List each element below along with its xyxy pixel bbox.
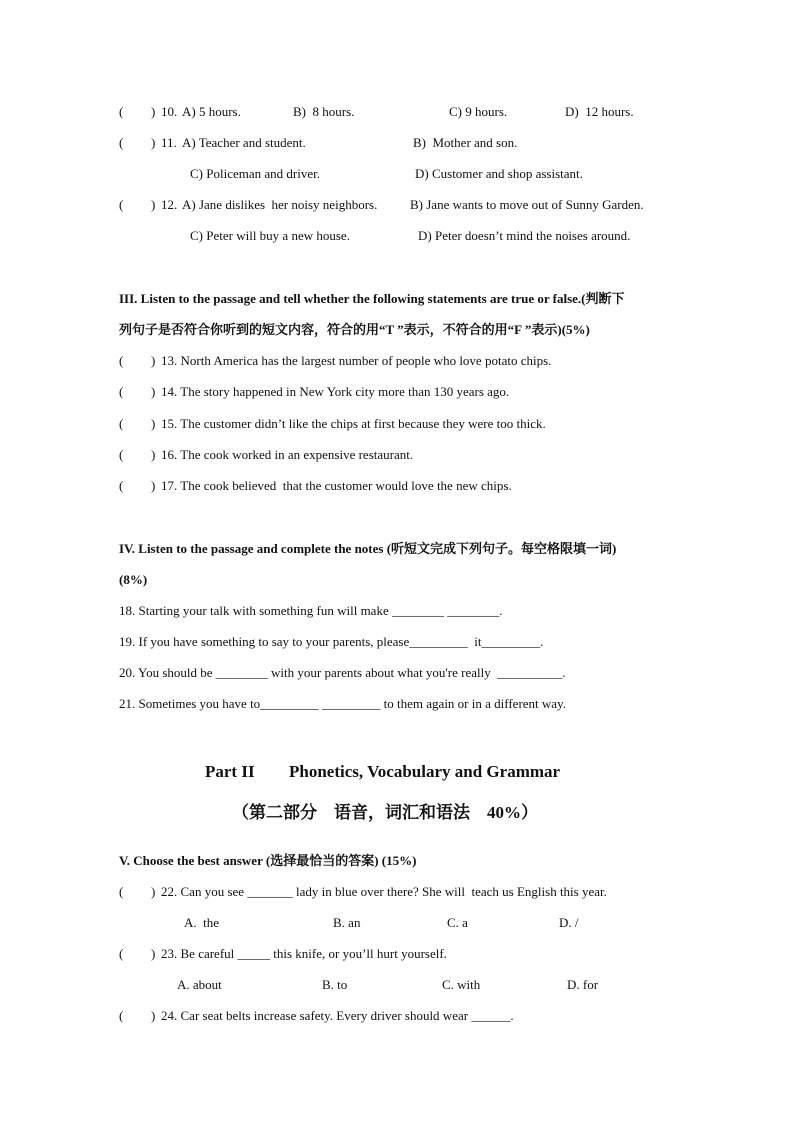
q10-option-c: C) 9 hours. [449,104,508,119]
q22-close-paren: ) [151,884,156,899]
q16-close-paren: ) [151,447,156,462]
q22-option-d: D. / [559,915,579,930]
section4-heading-cont: (8%) [119,572,148,587]
q22-stem: 22. Can you see _______ lady in blue over there? She will teach us English this year. [161,884,607,899]
q15-close-paren: ) [151,416,156,431]
q22-option-b: B. an [333,915,361,930]
q21-sentence: 21. Sometimes you have to_________ _________ to them again or in a different way. [119,696,566,711]
q15-open-paren: ( [119,416,124,431]
q23-option-b: B. to [322,977,348,992]
q14-open-paren: ( [119,384,124,399]
q13-close-paren: ) [151,353,156,368]
q22-option-c: C. a [447,915,468,930]
q23-close-paren: ) [151,946,156,961]
q10-open-paren: ( [119,104,124,119]
q16-open-paren: ( [119,447,124,462]
section4-heading: IV. Listen to the passage and complete the notes (听短文完成下列句子。每空格限填一词) [119,541,617,556]
part2-label: Part II [205,762,255,781]
q10-close-paren: ) [151,104,156,119]
part2-title: Phonetics, Vocabulary and Grammar [289,762,561,781]
q12-option-d: D) Peter doesn’t mind the noises around. [418,228,631,243]
q23-option-c: C. with [442,977,481,992]
q10-option-d: D) 12 hours. [565,104,634,119]
q14-close-paren: ) [151,384,156,399]
section5-heading: V. Choose the best answer (选择最恰当的答案) (15%) [119,853,417,868]
q13-open-paren: ( [119,353,124,368]
q23-option-d: D. for [567,977,599,992]
q11-option-a: A) Teacher and student. [182,135,306,150]
q23-open-paren: ( [119,946,124,961]
q11-close-paren: ) [151,135,156,150]
q19-sentence: 19. If you have something to say to your parents, please_________ it_________. [119,634,544,649]
q23-stem: 23. Be careful _____ this knife, or you’ll hurt yourself. [161,946,447,961]
q13-statement: 13. North America has the largest number of people who love potato chips. [161,353,552,368]
q22-option-a: A. the [184,915,220,930]
q17-close-paren: ) [151,478,156,493]
q12-option-c: C) Peter will buy a new house. [190,228,350,243]
q17-open-paren: ( [119,478,124,493]
q24-stem: 24. Car seat belts increase safety. Every driver should wear ______. [161,1008,514,1023]
q18-sentence: 18. Starting your talk with something fun will make ________ ________. [119,603,503,618]
q12-number: 12. [161,197,178,212]
section3-heading-cont: 列句子是否符合你听到的短文内容，符合的用“T ”表示，不符合的用“F ”表示)(5%) [119,322,590,337]
q11-number: 11. [161,135,177,150]
q12-close-paren: ) [151,197,156,212]
q11-open-paren: ( [119,135,124,150]
q10-number: 10. [161,104,178,119]
q14-statement: 14. The story happened in New York city more than 130 years ago. [161,384,510,399]
q17-statement: 17. The cook believed that the customer would love the new chips. [161,478,512,493]
q11-option-c: C) Policeman and driver. [190,166,320,181]
q22-open-paren: ( [119,884,124,899]
q11-option-b: B) Mother and son. [413,135,518,150]
q20-sentence: 20. You should be ________ with your parents about what you're really __________. [119,665,566,680]
q24-close-paren: ) [151,1008,156,1023]
q23-option-a: A. about [177,977,222,992]
section3-heading: III. Listen to the passage and tell whether the following statements are true or false.(判断下 [119,291,625,306]
q10-option-b: B) 8 hours. [293,104,355,119]
q12-option-b: B) Jane wants to move out of Sunny Garden. [410,197,644,212]
q15-statement: 15. The customer didn’t like the chips at first because they were too thick. [161,416,546,431]
q10-option-a: A) 5 hours. [182,104,241,119]
q16-statement: 16. The cook worked in an expensive restaurant. [161,447,414,462]
q12-option-a: A) Jane dislikes her noisy neighbors. [182,197,378,212]
q12-open-paren: ( [119,197,124,212]
part2-subtitle: （第二部分 语音，词汇和语法 40%） [232,803,538,822]
q24-open-paren: ( [119,1008,124,1023]
q11-option-d: D) Customer and shop assistant. [415,166,583,181]
